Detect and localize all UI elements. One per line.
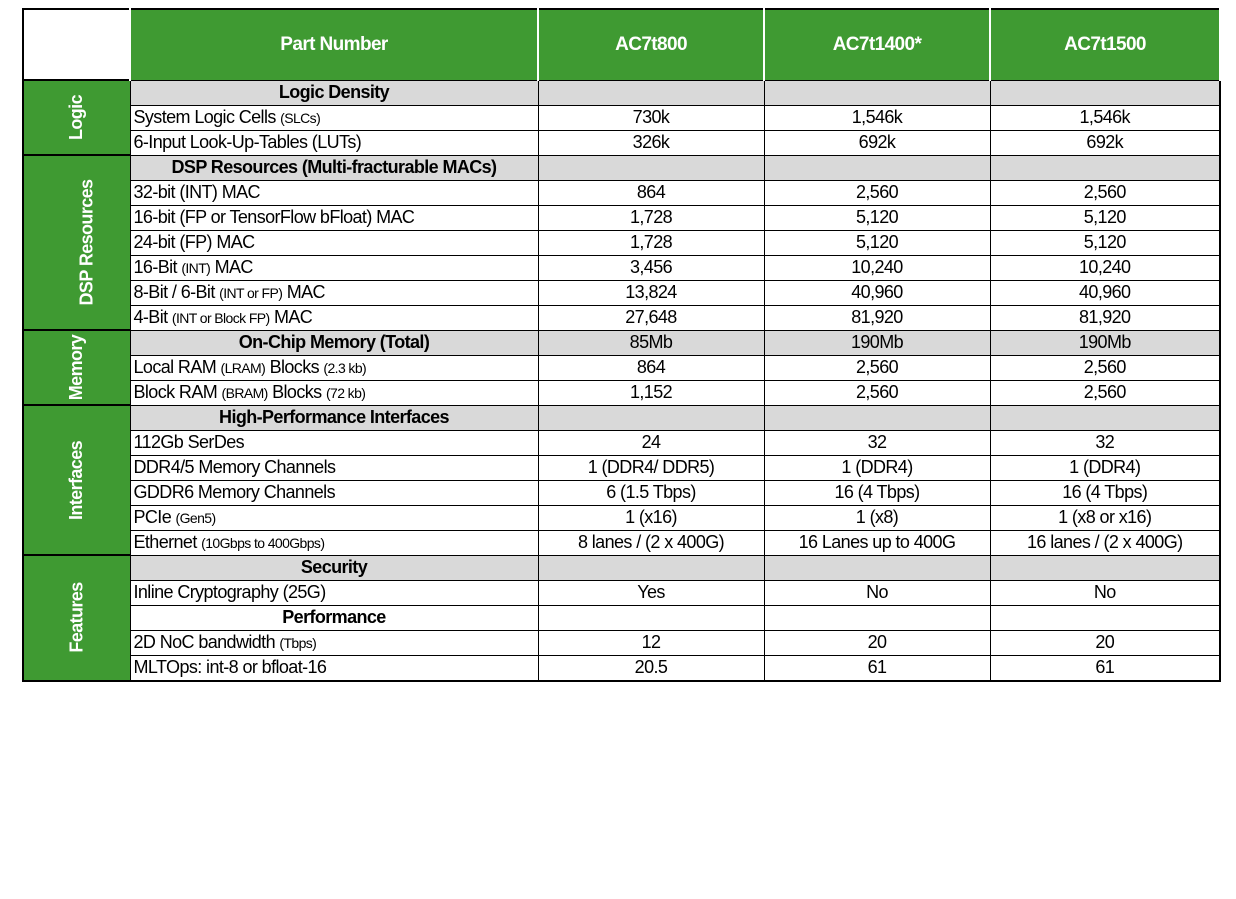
value-ac7t800: 864 (538, 180, 764, 205)
section-title (130, 405, 538, 430)
row-label-part: (INT) (181, 260, 211, 276)
row-label-part: (Tbps) (279, 635, 317, 651)
row-label (130, 430, 538, 455)
row-label (130, 230, 538, 255)
value-ac7t800: 24 (538, 430, 764, 455)
value-ac7t1400: 16 (4 Tbps) (764, 480, 990, 505)
row-label-text: 16-bit (FP or TensorFlow bFloat) MAC (133, 207, 415, 227)
row-label-text: Security (300, 557, 368, 577)
value-ac7t800 (538, 80, 764, 105)
value-ac7t1400 (764, 405, 990, 430)
value-ac7t800: 85Mb (538, 330, 764, 355)
row-label-text: Block RAM (133, 382, 218, 402)
value-ac7t1500: 5,120 (990, 205, 1220, 230)
section-row (23, 330, 1220, 355)
row-label-text: GDDR6 Memory Channels (133, 482, 335, 502)
value-ac7t800: 1,152 (538, 380, 764, 405)
value-ac7t1500: 10,240 (990, 255, 1220, 280)
row-label-part: Blocks (269, 357, 319, 377)
value-ac7t1500 (990, 605, 1220, 630)
row-label-part: (BRAM) (221, 385, 268, 401)
row-label-part: (INT or Block FP) (171, 310, 270, 326)
value-ac7t1400: 61 (764, 655, 990, 681)
row-label (130, 180, 538, 205)
corner-cell (23, 9, 130, 80)
row-label-part: (SLCs) (280, 110, 321, 126)
table-row (23, 255, 1220, 280)
table-row (23, 130, 1220, 155)
value-ac7t1500 (990, 555, 1220, 580)
section-title (130, 155, 538, 180)
header-row (23, 9, 1220, 80)
value-ac7t1500: 16 lanes / (2 x 400G) (990, 530, 1220, 555)
section-row (23, 80, 1220, 105)
row-label-part: MAC (274, 307, 313, 327)
section-title (130, 555, 538, 580)
table-row (23, 655, 1220, 681)
value-ac7t1500: 1 (DDR4) (990, 455, 1220, 480)
value-ac7t800: 1 (x16) (538, 505, 764, 530)
value-ac7t1400: 1 (DDR4) (764, 455, 990, 480)
value-ac7t1400 (764, 605, 990, 630)
row-label-text: DDR4/5 Memory Channels (133, 457, 336, 477)
group-label-dsp-resources (23, 155, 130, 330)
value-ac7t1400: 5,120 (764, 230, 990, 255)
row-label-text: Local RAM (133, 357, 217, 377)
value-ac7t800: 6 (1.5 Tbps) (538, 480, 764, 505)
value-ac7t1400: 5,120 (764, 205, 990, 230)
group-label-interfaces (23, 405, 130, 555)
value-ac7t800: 3,456 (538, 255, 764, 280)
row-label (130, 630, 538, 655)
row-label-text: 32-bit (INT) MAC (133, 182, 260, 202)
row-label-text: 16-Bit (133, 257, 177, 277)
value-ac7t1500: 16 (4 Tbps) (990, 480, 1220, 505)
table-row (23, 630, 1220, 655)
table-row (23, 480, 1220, 505)
value-ac7t800 (538, 155, 764, 180)
row-label-part: (72 kb) (325, 385, 366, 401)
value-ac7t800: 1,728 (538, 205, 764, 230)
table-row (23, 180, 1220, 205)
value-ac7t1400: 32 (764, 430, 990, 455)
value-ac7t1400: 2,560 (764, 180, 990, 205)
group-label-text: DSP Resources (76, 179, 97, 306)
value-ac7t1500: 2,560 (990, 180, 1220, 205)
row-label-text: 8-Bit / 6-Bit (133, 282, 215, 302)
value-ac7t1400: 40,960 (764, 280, 990, 305)
row-label (130, 130, 538, 155)
table-row (23, 205, 1220, 230)
row-label (130, 380, 538, 405)
row-label-part: MAC (214, 257, 253, 277)
value-ac7t800: 326k (538, 130, 764, 155)
value-ac7t1400: 1 (x8) (764, 505, 990, 530)
value-ac7t1400 (764, 555, 990, 580)
table-row (23, 530, 1220, 555)
row-label-text: PCIe (133, 507, 172, 527)
row-label (130, 105, 538, 130)
table-row (23, 305, 1220, 330)
value-ac7t1500: 1,546k (990, 105, 1220, 130)
section-title (130, 80, 538, 105)
table-row (23, 355, 1220, 380)
section-row (23, 555, 1220, 580)
row-label (130, 205, 538, 230)
value-ac7t800: 730k (538, 105, 764, 130)
row-label-part: (LRAM) (220, 360, 266, 376)
value-ac7t800: 1,728 (538, 230, 764, 255)
table-row (23, 580, 1220, 605)
value-ac7t1500: 61 (990, 655, 1220, 681)
table-row (23, 455, 1220, 480)
row-label-text: 112Gb SerDes (133, 432, 245, 452)
group-label-text: Features (66, 582, 87, 653)
section-row (23, 155, 1220, 180)
row-label (130, 480, 538, 505)
row-label (130, 505, 538, 530)
section-row (23, 605, 1220, 630)
value-ac7t1500: 1 (x8 or x16) (990, 505, 1220, 530)
value-ac7t1400: 2,560 (764, 380, 990, 405)
row-label-text: MLTOps: int-8 or bfloat-16 (133, 657, 327, 677)
section-title (130, 330, 538, 355)
value-ac7t800: 864 (538, 355, 764, 380)
value-ac7t1400: 2,560 (764, 355, 990, 380)
value-ac7t800 (538, 605, 764, 630)
group-label-features (23, 555, 130, 681)
value-ac7t1400: 692k (764, 130, 990, 155)
header-ac7t800: AC7t800 (538, 9, 764, 80)
value-ac7t1500: 2,560 (990, 380, 1220, 405)
value-ac7t800: 12 (538, 630, 764, 655)
header-part-number: Part Number (130, 9, 538, 80)
row-label-part: (Gen5) (175, 510, 216, 526)
group-label-text: Logic (66, 95, 87, 140)
table-row (23, 505, 1220, 530)
row-label-part: (INT or FP) (219, 285, 283, 301)
row-label (130, 305, 538, 330)
row-label-part: (2.3 kb) (323, 360, 367, 376)
row-label (130, 280, 538, 305)
row-label (130, 580, 538, 605)
table-row (23, 105, 1220, 130)
header-ac7t1400: AC7t1400* (764, 9, 990, 80)
value-ac7t800: 8 lanes / (2 x 400G) (538, 530, 764, 555)
value-ac7t1500: 20 (990, 630, 1220, 655)
row-label-text: Logic Density (278, 82, 390, 102)
row-label-text: Ethernet (133, 532, 197, 552)
value-ac7t1400: 10,240 (764, 255, 990, 280)
row-label (130, 355, 538, 380)
value-ac7t1400: 81,920 (764, 305, 990, 330)
value-ac7t1400: 20 (764, 630, 990, 655)
row-label (130, 655, 538, 681)
row-label-text: On-Chip Memory (Total) (238, 332, 430, 352)
value-ac7t800: 13,824 (538, 280, 764, 305)
value-ac7t1500 (990, 80, 1220, 105)
group-label-memory (23, 330, 130, 405)
value-ac7t1500: 2,560 (990, 355, 1220, 380)
row-label (130, 455, 538, 480)
value-ac7t1500: 5,120 (990, 230, 1220, 255)
value-ac7t1400: No (764, 580, 990, 605)
row-label-part: (10Gbps to 400Gbps) (201, 535, 325, 551)
value-ac7t1400 (764, 80, 990, 105)
row-label-text: System Logic Cells (133, 107, 276, 127)
value-ac7t800: 20.5 (538, 655, 764, 681)
value-ac7t1500: 190Mb (990, 330, 1220, 355)
row-label (130, 255, 538, 280)
row-label-text: Inline Cryptography (25G) (133, 582, 326, 602)
value-ac7t800: 1 (DDR4/ DDR5) (538, 455, 764, 480)
group-label-text: Memory (66, 334, 87, 401)
row-label (130, 530, 538, 555)
row-label-text: 24-bit (FP) MAC (133, 232, 255, 252)
value-ac7t1500 (990, 155, 1220, 180)
row-label-part: MAC (286, 282, 325, 302)
value-ac7t1500: 32 (990, 430, 1220, 455)
header-ac7t1500: AC7t1500 (990, 9, 1220, 80)
value-ac7t1500: No (990, 580, 1220, 605)
value-ac7t1400: 16 Lanes up to 400G (764, 530, 990, 555)
value-ac7t800: 27,648 (538, 305, 764, 330)
value-ac7t1400: 1,546k (764, 105, 990, 130)
table-row (23, 430, 1220, 455)
row-label-part: Blocks (272, 382, 322, 402)
row-label-text: DSP Resources (Multi-fracturable MACs) (171, 157, 497, 177)
value-ac7t1400: 190Mb (764, 330, 990, 355)
value-ac7t800: Yes (538, 580, 764, 605)
value-ac7t1500: 81,920 (990, 305, 1220, 330)
value-ac7t1400 (764, 155, 990, 180)
row-label-text: Performance (282, 607, 386, 627)
value-ac7t800 (538, 405, 764, 430)
section-title (130, 605, 538, 630)
row-label-text: 2D NoC bandwidth (133, 632, 275, 652)
group-label-logic (23, 80, 130, 155)
group-label-text: Interfaces (66, 440, 87, 520)
section-row (23, 405, 1220, 430)
value-ac7t800 (538, 555, 764, 580)
spec-table (22, 8, 1221, 682)
row-label-text: 4-Bit (133, 307, 168, 327)
value-ac7t1500: 40,960 (990, 280, 1220, 305)
value-ac7t1500: 692k (990, 130, 1220, 155)
value-ac7t1500 (990, 405, 1220, 430)
table-row (23, 280, 1220, 305)
table-row (23, 230, 1220, 255)
table-row (23, 380, 1220, 405)
row-label-text: High-Performance Interfaces (219, 407, 449, 427)
row-label-text: 6-Input Look-Up-Tables (LUTs) (133, 132, 362, 152)
